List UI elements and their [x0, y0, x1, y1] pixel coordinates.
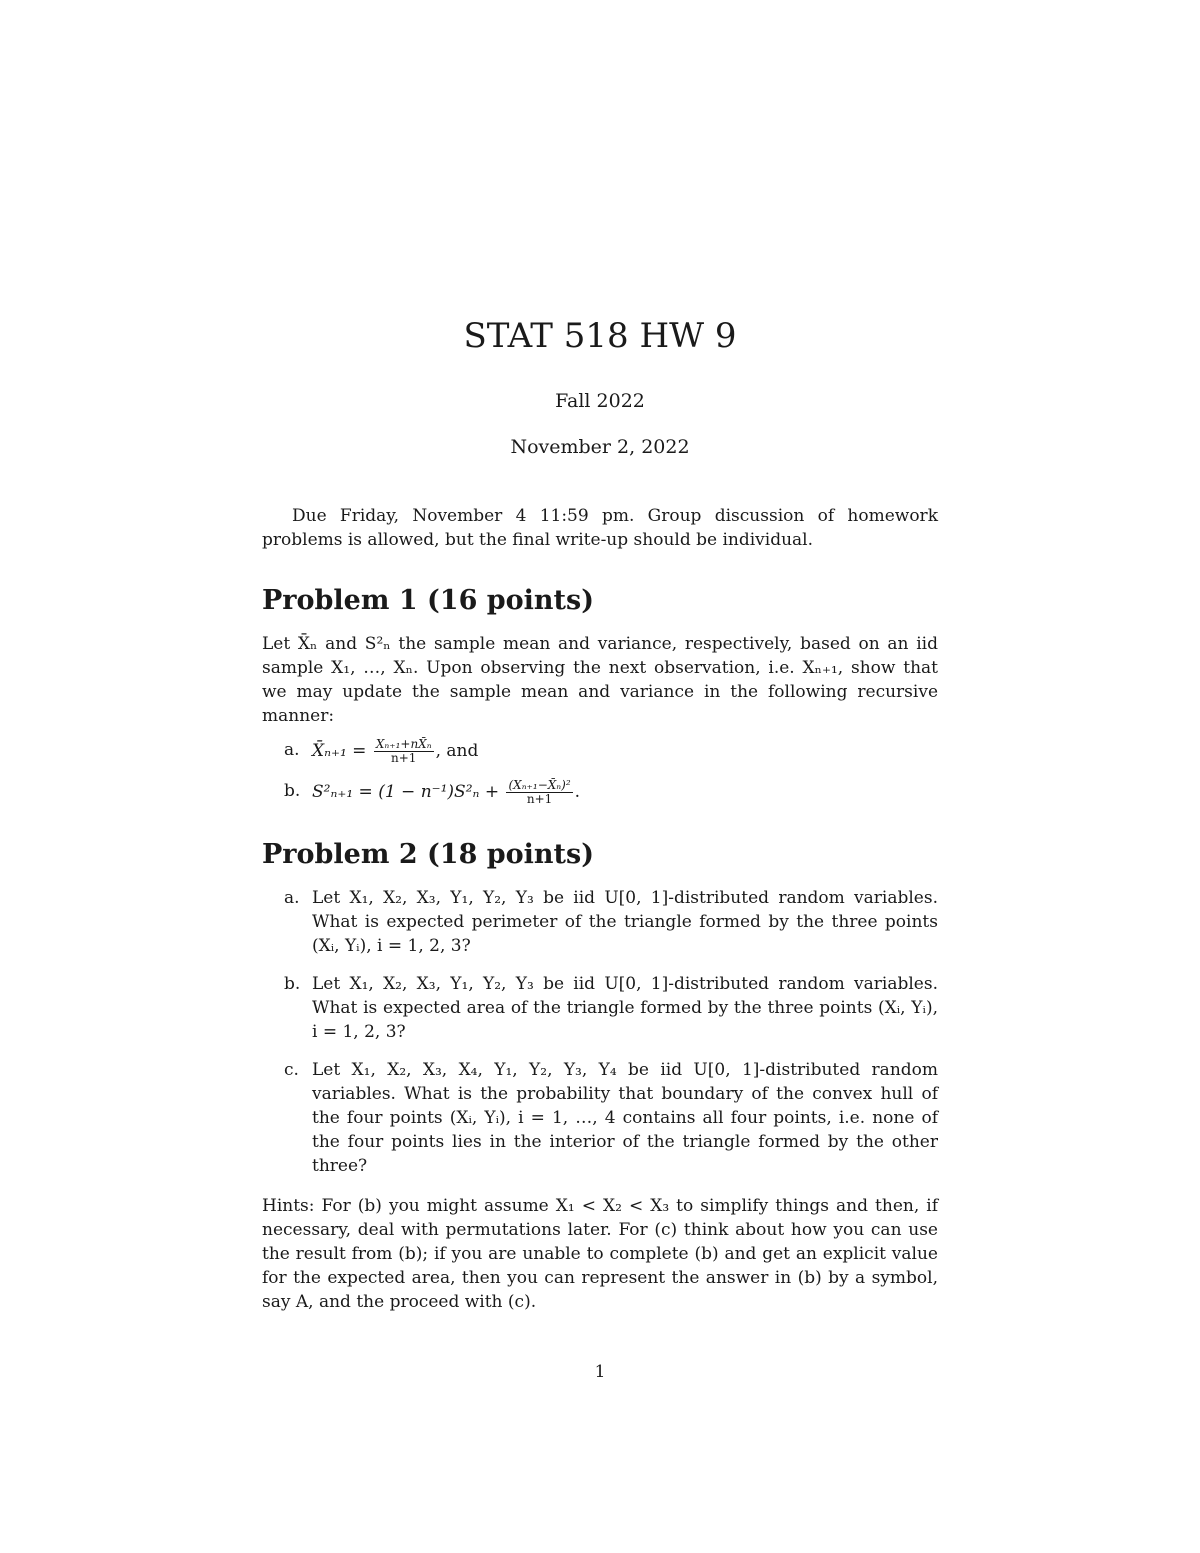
problem-1-heading: Problem 1 (16 points)	[262, 585, 594, 616]
document-title: STAT 518 HW 9	[463, 316, 737, 356]
item-text: Let X₁, X₂, X₃, Y₁, Y₂, Y₃ be iid U[0, 1]-distributed random variables. What is expected area of the triangle formed by the three points (Xᵢ, Yᵢ), i = 1, 2, 3?	[312, 974, 938, 1042]
document-date: November 2, 2022	[510, 436, 690, 458]
fraction-numerator: Xₙ₊₁+nX̄ₙ	[375, 737, 432, 751]
problem-2-item-b	[262, 972, 938, 1044]
item-label: a.	[284, 740, 300, 760]
item-text: Let X₁, X₂, X₃, Y₁, Y₂, Y₃ be iid U[0, 1]-distributed random variables. What is expected perimeter of the triangle formed by the three points (Xᵢ, Yᵢ), i = 1, 2, 3?	[312, 888, 938, 956]
semester: Fall 2022	[555, 390, 645, 412]
formula-fraction	[374, 738, 434, 765]
problem-1-statement: Let X̄ₙ and S²ₙ the sample mean and variance, respectively, based on an iid sample X₁, …, Xₙ. Upon observing the next observation, i.e. Xₙ₊₁, show that we may update the sample mean and variance in the following recursive manner:	[262, 634, 938, 726]
problem-1-item-b	[262, 779, 938, 806]
page-content	[262, 316, 938, 1314]
formula-lhs: S²ₙ₊₁ = (1 − n⁻¹)S²ₙ +	[312, 782, 500, 802]
problem-2-heading: Problem 2 (18 points)	[262, 839, 594, 870]
problem-2-list	[262, 886, 938, 1178]
problem-2-item-c	[262, 1058, 938, 1178]
fraction-numerator: (Xₙ₊₁−X̄ₙ)²	[508, 778, 571, 792]
formula-tail: , and	[435, 741, 479, 761]
fraction-denominator: n+1	[391, 751, 417, 765]
item-label: a.	[284, 888, 300, 908]
formula-fraction	[506, 779, 572, 806]
problem-1-list	[262, 738, 938, 806]
formula-lhs: X̄ₙ₊₁ =	[312, 741, 367, 761]
page-number: 1	[594, 1362, 606, 1382]
item-label: b.	[284, 974, 301, 994]
fraction-denominator: n+1	[526, 792, 553, 806]
item-text: Let X₁, X₂, X₃, X₄, Y₁, Y₂, Y₃, Y₄ be iid U[0, 1]-distributed random variables. What is the probability that boundary of the convex hull of the four points (Xᵢ, Yᵢ), i = 1, …, 4 contains all four points, i.e. none of the four points lies in the interior of the triangle formed by the other three?	[312, 1060, 938, 1176]
intro-paragraph: Due Friday, November 4 11:59 pm. Group discussion of homework problems is allowed, but the final write-up should be individual.	[262, 506, 938, 550]
hints-paragraph: Hints: For (b) you might assume X₁ < X₂ < X₃ to simplify things and then, if necessary, deal with permutations later. For (c) think about how you can use the result from (b); if you are unable to complete (b) and get an explicit value for the expected area, then you can represent the answer in (b) by a symbol, say A, and the proceed with (c).	[262, 1196, 938, 1312]
formula-tail: .	[574, 782, 581, 802]
item-label: c.	[284, 1060, 299, 1080]
item-label: b.	[284, 781, 301, 801]
problem-1-item-a	[262, 738, 938, 765]
problem-2-item-a	[262, 886, 938, 958]
